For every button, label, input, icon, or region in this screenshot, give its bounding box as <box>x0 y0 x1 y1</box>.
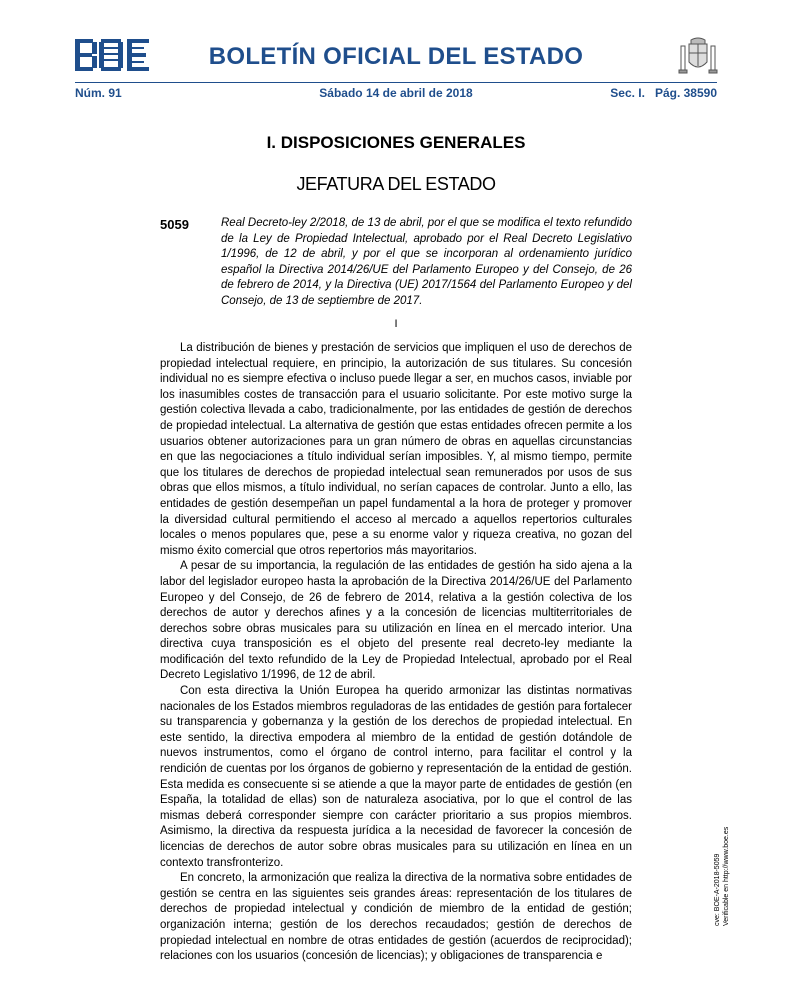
verification-note <box>713 686 733 926</box>
cve-code: cve: BOE-A-2018-5059 <box>714 853 721 926</box>
issue-date: Sábado 14 de abril de 2018 <box>319 86 473 100</box>
header-rule <box>75 82 717 83</box>
gazette-title: BOLETÍN OFICIAL DEL ESTADO <box>208 43 584 70</box>
paragraph: A pesar de su importancia, la regulación de las entidades de gestión ha sido ajena a la labor del legislador europeo hasta la aprobación de la Directiva 2014/26/UE del Parlamento Europeo y del Consejo, de 26 de febrero de 2014, relativa a la gestión colectiva de los derechos de autor y derechos afines y a la concesión de licencias multiterritoriales de derechos sobre obras musicales para su utilización en línea en el mercado interior. Una directiva cuya transposición es el objeto del presente real decreto-ley mediante la modificación del texto refundido de la Ley de Propiedad Intelectual, aprobado por el Real Decreto Legislativo 1/1996, de 12 de abril. <box>160 560 632 682</box>
document-number: 5059 <box>160 217 189 232</box>
document-summary: Real Decreto-ley 2/2018, de 13 de abril, por el que se modifica el texto refundido de la Ley de Propiedad Intelectual, aprobado por el Real Decreto Legislativo 1/1996, de 12 de abril, y por el que se incorporan al ordenamiento jurídico español la Directiva 2014/26/UE del Parlamento Europeo y del Consejo, de 26 de febrero de 2014, y la Directiva (UE) 2017/1564 del Parlamento Europeo y del Consejo, de 13 de septiembre de 2017. <box>221 217 632 307</box>
paragraph: En concreto, la armonización que realiza la directiva de la normativa sobre entidades de gestión se centra en las siguientes seis grandes áreas: representación de los titulares de derechos de propiedad intelectual y condición de miembro de la entidad de gestión; organización interna; gestión de los derechos recaudados; gestión de derechos de propiedad intelectual en nombre de otras entidades de gestión (acuerdos de reciprocidad); relaciones con los usuarios (concesión de licencias); y obligaciones de transparencia e <box>160 872 632 963</box>
paragraph: Con esta directiva la Unión Europea ha querido armonizar las distintas normativas nacionales de los Estados miembros reguladoras de las entidades de gestión para fortalecer su transparencia y gobernanza y la gestión de los derechos de propiedad intelectual. En este sentido, la directiva empodera al miembro de la entidad de gestión dotándole de nuevos instrumentos, como el órgano de control interno, para facilitar el control y la rendición de cuentas por los órganos de gobierno y representación de la entidad de gestión. Esta medida es consecuente si se atiende a que la mayor parte de entidades de gestión (en España, la totalidad de ellas) son de naturaleza asociativa, por lo que el control de las mismas deberá corresponder siempre con carácter prioritario a sus propios miembros. Asimismo, la directiva da respuesta jurídica a la necesidad de favorecer la concesión de licencias de derechos de autor sobre obras musicales para su utilización en línea en un contexto transfronterizo. <box>160 685 632 869</box>
section-page: Sec. I. Pág. 38590 <box>610 86 717 100</box>
document-body <box>160 341 632 965</box>
issue-number: Núm. 91 <box>75 86 122 100</box>
chapter-heading: I <box>394 318 398 330</box>
paragraph: La distribución de bienes y prestación de servicios que impliquen el uso de derechos de propiedad intelectual requiere, en principio, la autorización de sus titulares. Su concesión individual no es siempre efectiva o incluso puede llegar a ser, en muchos casos, inviable por los inasumibles costes de transacción para el usuario solicitante. Por este motivo surge la gestión colectiva llevada a cabo, tradicionalmente, por las entidades de gestión de derechos de propiedad intelectual. La alternativa de gestión que estas entidades ofrecen permite a los usuarios obtener autorizaciones para un gran número de obras en aquellas circunstancias en que las negociaciones a título individual serían imposibles. Y, al mismo tiempo, permite que los titulares de derechos de propiedad intelectual sean remunerados por usos de sus obras que ellos mismos, a título individual, no serían capaces de controlar. Junto a ello, las entidades de gestión desempeñan un papel fundamental a la hora de proteger y promover la diversidad cultural permitiendo el acceso al mercado a aquellos repertorios culturales locales o menos populares que, pese a su enorme valor y riqueza creativa, no gozan del mismo éxito comercial que otros repertorios más mayoritarios. <box>160 342 632 557</box>
verification-url[interactable]: Verificable en http://www.boe.es <box>723 826 730 926</box>
section-title: I. DISPOSICIONES GENERALES <box>266 133 526 152</box>
coat-of-arms-icon <box>678 36 718 76</box>
organization-title: JEFATURA DEL ESTADO <box>296 174 496 194</box>
